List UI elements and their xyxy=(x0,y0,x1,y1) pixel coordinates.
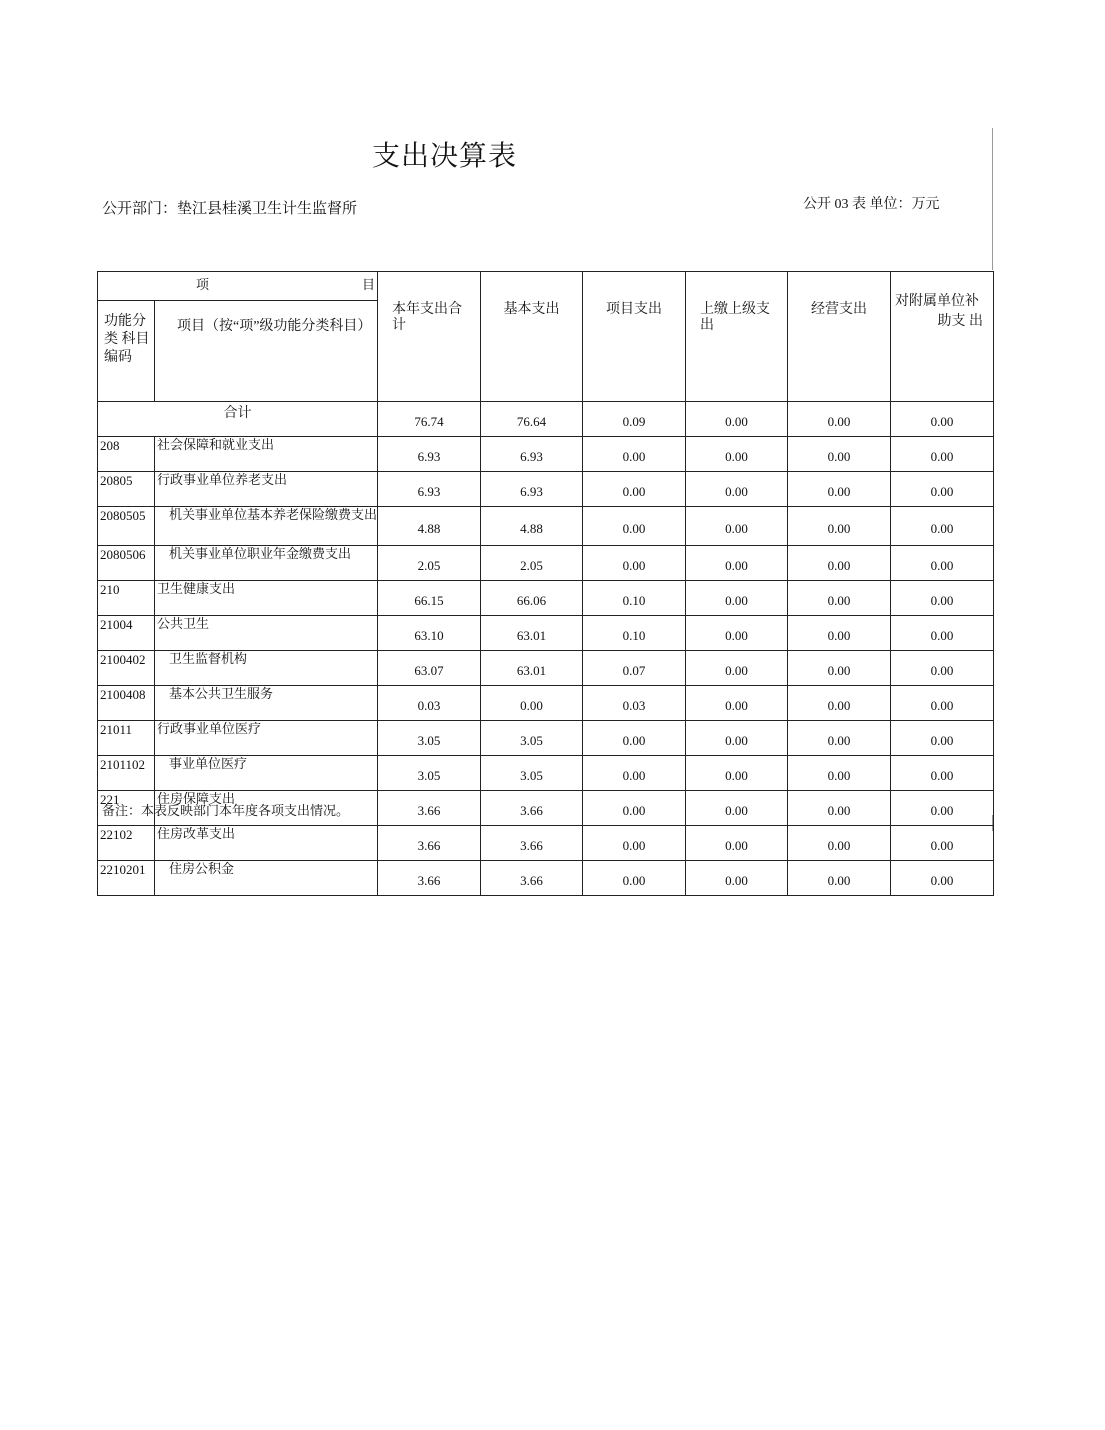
header-code: 功能分类 科目编码 xyxy=(98,301,155,402)
table-row xyxy=(98,756,994,791)
row-value: 0.00 xyxy=(686,721,788,756)
row-code: 21011 xyxy=(98,721,155,756)
total-label: 合计 xyxy=(98,402,378,437)
table-row xyxy=(98,472,994,507)
row-value: 0.00 xyxy=(788,756,891,791)
row-value: 0.00 xyxy=(788,826,891,861)
row-value: 0.00 xyxy=(686,581,788,616)
row-code: 22102 xyxy=(98,826,155,861)
row-name: 机关事业单位职业年金缴费支出 xyxy=(155,546,378,581)
total-row xyxy=(98,402,994,437)
row-value: 0.00 xyxy=(583,861,686,896)
row-value: 3.05 xyxy=(378,721,481,756)
row-value: 0.00 xyxy=(686,616,788,651)
row-value: 6.93 xyxy=(378,472,481,507)
table-row xyxy=(98,616,994,651)
row-value: 4.88 xyxy=(378,507,481,546)
header-project-expense: 项目支出 xyxy=(583,272,686,402)
row-value: 0.00 xyxy=(891,651,994,686)
header-subsidiary xyxy=(891,272,994,402)
table-row xyxy=(98,546,994,581)
row-value: 3.66 xyxy=(378,791,481,826)
row-value: 0.00 xyxy=(583,826,686,861)
row-value: 0.00 xyxy=(788,507,891,546)
row-name: 住房改革支出 xyxy=(155,826,378,861)
row-value: 0.00 xyxy=(891,507,994,546)
row-value: 3.05 xyxy=(481,721,583,756)
row-value: 0.00 xyxy=(891,616,994,651)
table-row xyxy=(98,651,994,686)
row-value: 0.00 xyxy=(891,437,994,472)
header-upper: 上缴上级支出 xyxy=(686,272,788,402)
row-code: 2210201 xyxy=(98,861,155,896)
total-value: 0.00 xyxy=(788,402,891,437)
row-value: 0.00 xyxy=(891,546,994,581)
row-value: 0.00 xyxy=(891,581,994,616)
row-value: 0.00 xyxy=(583,437,686,472)
unit-label: 公开 03 表 单位：万元 xyxy=(803,197,940,212)
row-value: 0.00 xyxy=(686,756,788,791)
page-edge-line-top xyxy=(992,128,993,270)
row-value: 0.00 xyxy=(686,686,788,721)
row-value: 0.00 xyxy=(583,546,686,581)
row-value: 66.15 xyxy=(378,581,481,616)
header-subsidiary-line1: 对附属单位补 xyxy=(895,294,979,309)
table-row xyxy=(98,826,994,861)
row-value: 0.00 xyxy=(686,791,788,826)
row-value: 4.88 xyxy=(481,507,583,546)
total-value: 0.09 xyxy=(583,402,686,437)
row-value: 3.66 xyxy=(378,826,481,861)
department-label: 公开部门：垫江县桂溪卫生计生监督所 xyxy=(102,201,358,217)
row-name: 基本公共卫生服务 xyxy=(155,686,378,721)
row-value: 0.00 xyxy=(686,826,788,861)
total-value: 0.00 xyxy=(686,402,788,437)
row-value: 0.00 xyxy=(788,546,891,581)
row-value: 0.00 xyxy=(686,861,788,896)
row-value: 0.00 xyxy=(686,651,788,686)
row-name: 行政事业单位医疗 xyxy=(155,721,378,756)
row-value: 3.66 xyxy=(481,861,583,896)
row-code: 221 xyxy=(98,791,155,826)
table-row xyxy=(98,721,994,756)
row-value: 0.00 xyxy=(788,651,891,686)
table-row xyxy=(98,861,994,896)
row-value: 6.93 xyxy=(378,437,481,472)
row-name: 公共卫生 xyxy=(155,616,378,651)
row-code: 210 xyxy=(98,581,155,616)
row-value: 3.66 xyxy=(481,826,583,861)
row-value: 0.00 xyxy=(583,507,686,546)
table-row xyxy=(98,437,994,472)
table-row xyxy=(98,507,994,546)
row-value: 0.00 xyxy=(583,756,686,791)
table-row xyxy=(98,581,994,616)
row-value: 0.00 xyxy=(788,686,891,721)
row-code: 2101102 xyxy=(98,756,155,791)
row-code: 2100408 xyxy=(98,686,155,721)
header-name: 项目（按“项”级功能分类科目） xyxy=(155,301,378,402)
row-value: 0.00 xyxy=(788,616,891,651)
row-value: 0.03 xyxy=(378,686,481,721)
row-value: 0.00 xyxy=(891,472,994,507)
row-value: 63.01 xyxy=(481,651,583,686)
header-basic: 基本支出 xyxy=(481,272,583,402)
row-value: 0.10 xyxy=(583,616,686,651)
total-value: 0.00 xyxy=(891,402,994,437)
total-value: 76.64 xyxy=(481,402,583,437)
row-code: 2100402 xyxy=(98,651,155,686)
row-value: 2.05 xyxy=(378,546,481,581)
row-value: 0.00 xyxy=(891,791,994,826)
row-value: 0.10 xyxy=(583,581,686,616)
row-value: 3.66 xyxy=(378,861,481,896)
row-value: 0.07 xyxy=(583,651,686,686)
header-project-end: 目 xyxy=(361,277,375,292)
header-row-1 xyxy=(98,272,994,301)
row-value: 6.93 xyxy=(481,437,583,472)
row-value: 0.00 xyxy=(788,791,891,826)
row-value: 0.00 xyxy=(583,721,686,756)
row-code: 21004 xyxy=(98,616,155,651)
row-value: 3.66 xyxy=(481,791,583,826)
row-name: 机关事业单位基本养老保险缴费支出 xyxy=(155,507,378,546)
row-value: 0.00 xyxy=(788,437,891,472)
row-value: 0.00 xyxy=(788,861,891,896)
row-value: 0.00 xyxy=(686,437,788,472)
row-name: 住房保障支出 xyxy=(155,791,378,826)
row-value: 6.93 xyxy=(481,472,583,507)
row-value: 0.00 xyxy=(686,546,788,581)
row-name: 住房公积金 xyxy=(155,861,378,896)
row-value: 0.00 xyxy=(788,472,891,507)
row-code: 208 xyxy=(98,437,155,472)
header-total: 本年支出合计 xyxy=(378,272,481,402)
row-value: 0.00 xyxy=(788,581,891,616)
row-value: 0.00 xyxy=(481,686,583,721)
row-value: 0.00 xyxy=(891,826,994,861)
row-value: 0.00 xyxy=(891,756,994,791)
row-name: 行政事业单位养老支出 xyxy=(155,472,378,507)
row-value: 63.01 xyxy=(481,616,583,651)
row-code: 20805 xyxy=(98,472,155,507)
row-value: 0.00 xyxy=(686,472,788,507)
row-value: 0.00 xyxy=(891,686,994,721)
row-value: 0.00 xyxy=(891,721,994,756)
header-project xyxy=(98,272,378,301)
row-value: 0.00 xyxy=(788,721,891,756)
row-value: 63.07 xyxy=(378,651,481,686)
row-value: 0.00 xyxy=(583,472,686,507)
footnote: 备注：本表反映部门本年度各项支出情况。 xyxy=(102,803,350,818)
page-title: 支出决算表 xyxy=(372,139,518,172)
row-value: 3.05 xyxy=(481,756,583,791)
row-name: 卫生健康支出 xyxy=(155,581,378,616)
table-row xyxy=(98,686,994,721)
row-name: 社会保障和就业支出 xyxy=(155,437,378,472)
header-operating: 经营支出 xyxy=(788,272,891,402)
row-value: 0.00 xyxy=(891,861,994,896)
header-project-start: 项 xyxy=(196,277,210,292)
row-name: 事业单位医疗 xyxy=(155,756,378,791)
row-code: 2080505 xyxy=(98,507,155,546)
row-value: 0.03 xyxy=(583,686,686,721)
row-code: 2080506 xyxy=(98,546,155,581)
row-value: 0.00 xyxy=(583,791,686,826)
row-value: 3.05 xyxy=(378,756,481,791)
row-value: 0.00 xyxy=(686,507,788,546)
row-value: 66.06 xyxy=(481,581,583,616)
header-subsidiary-line2: 助支 出 xyxy=(937,314,983,329)
row-name: 卫生监督机构 xyxy=(155,651,378,686)
row-value: 63.10 xyxy=(378,616,481,651)
row-value: 2.05 xyxy=(481,546,583,581)
total-value: 76.74 xyxy=(378,402,481,437)
